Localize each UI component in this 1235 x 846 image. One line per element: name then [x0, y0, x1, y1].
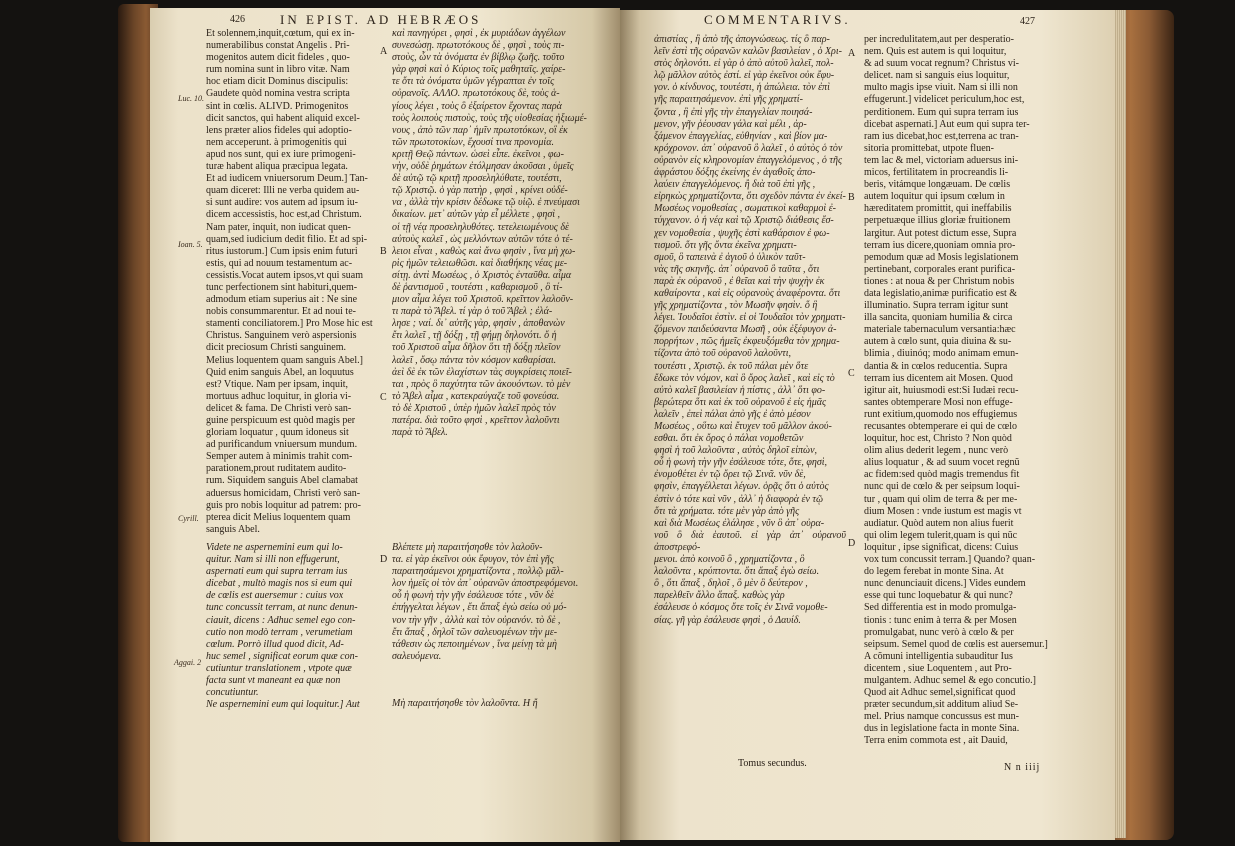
text-line: ὃ , ὅτι ἅπαξ , δηλοῖ , ὃ μὲν ὃ δεύτερον , [654, 578, 808, 590]
text-line: γίους λέγει , τοὺς ὃ ἐξαίρετον ἔχοντας παρὰ [392, 100, 562, 112]
text-line: materiale tabernaculum versantia:hæc [864, 324, 1016, 336]
text-line: μιον αἷμα λέγει τοῦ Χριστοῦ. κρεῖττον λαλοῦν- [392, 294, 574, 306]
text-line: gloriam loquatur , quum idoneus sit [206, 427, 349, 439]
text-line: promulgabat, nunc verò à cœlo & per [864, 626, 1014, 638]
text-line: nunc qui de cœlo & per seipsum loqui- [864, 481, 1020, 493]
text-line: per incredulitatem,aut per desperatio- [864, 34, 1014, 45]
text-line: ac fidem:sed quòd magis tremendus fit [864, 469, 1020, 481]
text-line: λῷ μᾶλλον αὐτὸς ἐστί. εἰ γὰρ ἐκεῖνοι οὐκ ἔφυ- [654, 70, 835, 82]
text-line: tur , quam qui olim de terra & per me- [864, 493, 1018, 505]
text-line: τάθεσιν ὡς πεποιημένων , ἵνα μείνῃ τὰ μὴ [392, 638, 557, 650]
left-latin-column [206, 28, 378, 538]
text-line: λησε ; ναί. δι᾽ αὐτῆς γὰρ, φησὶν , ἀποθανὼν [392, 318, 565, 330]
right-page-number: 427 [1020, 16, 1035, 27]
text-line: Quod ait Adhuc semel,significat quod [864, 687, 1016, 699]
text-line: Μωσέως νομοθεσίας , σωματικοὶ καθαρμοὶ ἐ- [654, 203, 836, 215]
text-line: sitoria promittebat, utpote fluen- [864, 142, 994, 154]
text-line: olim alius dederit legem , nunc verò [864, 445, 1009, 457]
text-line: illuminatio. Supra terram igitur sunt [864, 300, 1009, 312]
text-line: Videte ne aspernemini eum qui lo- [206, 542, 343, 553]
text-line: τουτέστι , Χριστῷ. ἐκ τοῦ πάλαι μὲν ὅτε [654, 360, 809, 372]
text-line: Μωσέως , οὕτω καὶ ἔτυχεν τοῦ μᾶλλον ἀκού- [654, 421, 832, 432]
text-line: esse qui tunc loquebatur & qui nunc? [864, 590, 1013, 602]
text-line: runt exitium,quomodo nos effugiemus [864, 408, 1018, 420]
text-line: qui olim legem tulerit,quam is qui nũc [864, 529, 1018, 541]
text-line: βερώτερα ὅτι καὶ ἐκ τοῦ οὐρανοῦ ἐ εἰς ἡμᾶς [654, 396, 827, 408]
text-line: tem lac & mel, victoriam aduersus ini- [864, 154, 1019, 166]
text-line: τε ὅτι τὰ ὀνόματα ὑμῶν γέγραπται ἐν τοῖς [392, 76, 555, 88]
text-line: γὰρ φησὶ καὶ ὁ Κύριος τοῖς μαθηταῖς. χαίρε- [392, 64, 566, 76]
text-line: guis pro nobis loquitur ad patrem: pro- [206, 499, 361, 511]
text-line: σίας. γῆ γὰρ ἐσάλευσε φησὶ , ὁ Δαυίδ. [654, 614, 801, 626]
text-line: οὗ ἡ φωνὴ τὴν γῆν ἐσάλευσε τότε, ὅτε, φησὶ, [654, 457, 828, 469]
text-line: si sunt audire: vos autem ad ipsum iu- [206, 197, 358, 209]
text-line: τοὺς λοιποὺς πιστοὺς, τοὺς τῆς υἱοθεσίας ἠξιωμέ- [392, 112, 587, 124]
text-line: ἀπιστίας , ἢ ἀπὸ τῆς ἀπογνώσεως. τίς ὃ παρ- [654, 34, 830, 45]
text-line: οὐρανὸν εἰς κληρονομίαν ἐπαγγελόμενος , ὁ τῆς [654, 154, 843, 166]
text-line: λέγει. Ἰουδαῖοι ἐστὶν. εἰ οἱ Ἰουδαῖοι τὸν χρηματι- [654, 312, 846, 324]
text-line: dicem accessistis, hoc est,ad Christum. [206, 209, 362, 221]
left-page-number: 426 [230, 14, 245, 25]
text-line: γῆς παραιτησάμενον. ἐπὶ γῆς χρηματί- [654, 94, 803, 106]
text-line: sanguis Abel. [206, 523, 260, 535]
text-line: audiatur. Quòd autem non alius fuerit [864, 517, 1014, 529]
left-running-head: IN EPIST. AD HEBRÆOS [280, 12, 482, 27]
text-line: cessistis.Vocat autem ipsos,vt qui suam [206, 269, 364, 281]
text-line: ξάμενον ἐπαγγελίας, εὐθηνίαν , καὶ βίον μα- [654, 130, 828, 142]
text-line: A cõmuni intelligentia subauditur Ius [864, 650, 1013, 662]
text-line: dicit preciosum Christi sanguinem. [206, 342, 346, 354]
text-line: Et ad iudicem vniuersorum Deum.] Tan- [206, 173, 368, 185]
section-letter-a: A [380, 46, 388, 57]
text-line: hoc etiam dicit Dominus discipulis: [206, 76, 349, 88]
text-line: σμοῦ, ὃ ταπεινὰ ἐ ἁγιοῦ ὁ ὑλικὸν ταῦτ- [654, 251, 806, 263]
text-line: εσθαι. ὅτι ἐκ ὄρος ὁ πάλαι νομοθετῶν [654, 433, 804, 445]
right-running-head: COMMENTARIVS. [704, 12, 851, 27]
text-line: στὸς δηλονότι. εἰ γὰρ ὁ ἀπὸ αὐτοῦ λαλεῖ, πολ- [654, 58, 834, 70]
text-line: mel. Prius namque concussus est mun- [864, 711, 1019, 723]
text-line: Βλέπετε μὴ παραιτήσησθε τὸν λαλοῦν- [392, 542, 543, 553]
text-line: παρὰ ἐκ οὐρανοῦ , ἐ θεῖαι καὶ τὴν ψυχὴν ἐκ [654, 275, 825, 287]
right-greek-column [654, 34, 846, 754]
text-line: aduersus homicidam, Christi verò san- [206, 487, 361, 499]
text-line: dium Mosen : vnde iustum est magis vt [864, 505, 1022, 517]
text-line: λαλεῖ , ὅσῳ πάντα τὸν κόσμον καθαρίσαι. [392, 354, 557, 366]
text-line: igitur ait, huiusmodi est:Si Iudæi recu- [864, 384, 1019, 396]
text-line: dicebat aspernati.] Aut eum qui supra ter- [864, 118, 1030, 130]
text-line: numerabilibus constat Angelis . Pri- [206, 40, 350, 52]
text-line: loquitur, hoc est, Christo ? Non quòd [864, 433, 1012, 445]
right-section-letter-a: A [848, 48, 856, 59]
text-line: τι παρὰ τὸ Ἄβελ. τί γὰρ ὁ τοῦ Ἄβελ ; ἐλά- [392, 306, 553, 318]
text-line: πορρήτων , πῶς ἡμεῖς ἐκφευξόμεθα τὸν χρημα- [654, 336, 840, 348]
text-line: illa sancita, quoniam humilia & circa [864, 312, 1013, 324]
right-section-letter-b: B [848, 192, 855, 203]
text-line: τὸ δὲ Χριστοῦ , ὑπὲρ ἡμῶν λαλεῖ πρὸς τὸν [392, 402, 556, 414]
text-line: effugerunt.] videlicet periculum,hoc est, [864, 94, 1025, 106]
text-line: Melius loquentem quam sanguis Abel.] [206, 354, 363, 366]
text-line: Gaudete quòd nomina vestra scripta [206, 88, 350, 100]
text-line: τὸ Ἄβελ αἷμα , κατεκραύγαζε τοῦ φονεύσα. [392, 390, 560, 402]
text-line: τίζοντα ἀπὸ τοῦ οὐρανοῦ λαλοῦντι, [654, 348, 791, 360]
text-line: nunc denunciauit dicens.] Vides eundem [864, 578, 1026, 590]
text-line: delicet & fama. De Christi verò san- [206, 402, 352, 414]
text-line: παρελθεῖν ἄλλο ἅπαξ. καθὼς γὰρ [654, 590, 785, 602]
text-line: huc semel , significat eorum quæ con- [206, 650, 358, 662]
text-line: σαλευόμενα. [392, 650, 442, 662]
text-line: cutiuntur translationem , vtpote quæ [206, 662, 352, 674]
text-line: dantia & in cœlos reducentia. Supra [864, 360, 1008, 372]
text-line: terram ius dicere,quoniam omnia pro- [864, 239, 1016, 251]
text-line: admodum etiam superius ait : Ne sine [206, 294, 358, 306]
text-line: est? Vtique. Nam per ipsam, inquit, [206, 378, 349, 390]
text-line: να , ἀλλὰ τὴν κρίσιν δέδωκε τῷ υἱῷ. ἐ πνεύμασι [392, 197, 580, 209]
text-line: facta sunt vt maneant ea quæ non [206, 675, 341, 687]
text-line: perditionem. Eum qui supra terram ius [864, 106, 1019, 118]
right-page [620, 10, 1115, 840]
text-line: ram ius dicebat,hoc est,terrena ac tran- [864, 130, 1019, 142]
text-line: nem acceperunt. à primogenitis qui [206, 136, 347, 148]
text-line: νον τὴν γῆν , ἀλλὰ καὶ τὸν οὐρανόν. τὸ δὲ , [392, 614, 561, 626]
text-line: data legislatio,animæ purificatio est & [864, 287, 1018, 299]
text-line: ciauit, dicens : Adhuc semel ego con- [206, 614, 356, 626]
text-line: de cœlis est auersemur : cuius vox [206, 590, 344, 602]
text-line: γῆς χρηματίζοντα , τὸν Μωσῆν φησὶν. ὅ ἣ [654, 300, 818, 312]
text-line: ἔτι ἅπαξ , δηλοῖ τῶν σαλευομένων τὴν με- [392, 626, 558, 638]
text-line: dicentem , siue Loquentem , aut Pro- [864, 662, 1012, 674]
text-line: pterea dicit Melius loquentem quam [206, 511, 351, 523]
text-line: delicet. nam si sanguis eius loquitur, [864, 70, 1010, 82]
text-line: ἐνομοθέτει ἐν τῷ ὄρει τῷ Σινᾶ. νῦν δὲ, [654, 469, 806, 481]
text-line: Et solennem,inquit,cœtum, qui ex in- [206, 28, 355, 39]
text-line: χεν νομοθεσία , ψυχῆς ἐστὶ καθάρσιον ἐ φω- [654, 227, 830, 239]
text-line: τῷ Χριστῷ. ὁ γὰρ πατὴρ , φησὶ , κρίνει οὐδέ- [392, 185, 568, 197]
text-line: parationem,prout ruditatem audito- [206, 463, 347, 475]
text-line: autem loquitur qui ipsum cœlum in [864, 191, 1005, 203]
text-line: τύγχανον. ὁ ἡ νέᾳ καὶ τῷ Χριστῷ διάθεσις ἔσ- [654, 215, 834, 227]
text-line: ἀφράστου δόξης ἐκείνης ἐν ἀγαθοῖς ἀπο- [654, 167, 816, 179]
text-line: tiones : at noua & per Christum nobis [864, 275, 1015, 287]
text-line: guine perspicuum est quòd magis per [206, 415, 356, 426]
text-line: dicit sanctos, qui habent aliquid excel- [206, 112, 360, 124]
text-line: dicebat , multò magis nos si eum qui [206, 578, 353, 590]
right-latin-column [864, 34, 1064, 772]
text-line: pertinebant, corporales erant purifica- [864, 263, 1016, 275]
text-line: quitur. Nam si illi non effugerunt, [206, 554, 340, 566]
text-line: mogenitos autem dicit fideles , quo- [206, 52, 350, 64]
text-line: λαλεῖν , ἐπεὶ πάλαι ἀπὸ γῆς ἐ ἀπὸ μέσον [654, 408, 811, 420]
text-line: καὶ διὰ Μωσέως ἐλάλησε , νῦν ὃ ἀπ᾽ οὐρα- [654, 517, 825, 529]
text-line: micos, fertilitatem in procreandis li- [864, 167, 1009, 179]
text-line: οὐρανοῖς. ΑΛΛΟ. πρωτοτόκους δὲ, τοὺς ἁ- [392, 88, 560, 100]
text-line: apud nos sunt, qui ex iure primogeni- [206, 148, 356, 160]
text-line: multo magis ipse viuit. Nam si illi non [864, 82, 1018, 94]
text-line: alius loquatur , & ad suum vocet regnũ [864, 457, 1020, 469]
section-letter-b: B [380, 246, 387, 257]
text-line: terram ius dicentem ait Mosen. Quod [864, 372, 1013, 384]
text-line: vox tum concussit terram.] Quando? quan- [864, 554, 1036, 566]
text-line: santes obtemperare Mosi non effuge- [864, 396, 1013, 408]
right-section-letter-c: C [848, 368, 855, 379]
text-line: ἔδωκε τὸν νόμον, καὶ ὃ ὄρος λαλεῖ , καὶ εἰς τὸ [654, 372, 835, 384]
text-line: Ne aspernemini eum qui loquitur.] Aut [206, 699, 360, 711]
text-line: δὲ ῥαντισμοῦ , τουτέστι , καθαρισμοῦ , ὃ τί- [392, 281, 563, 293]
text-line: tunc concussit terram, at nunc denun- [206, 602, 358, 614]
text-line: φησὶν, ἐπαγγέλλεται λέγων. ὁρᾷς ὅτι ὁ αὐτὸς [654, 481, 829, 493]
text-line: Sed differentia est in modo promulga- [864, 602, 1017, 614]
text-line: σίτῃ. ἀντὶ Μωσέως , ὁ Χριστὸς ἐνταῦθα. αἷμα [392, 269, 572, 281]
text-line: τα. εἰ γὰρ ἐκεῖνοι οὐκ ἔφυγον, τὸν ἐπὶ γῆς [392, 554, 554, 566]
text-line: μενοι. ἀπὸ κοινοῦ ὃ , χρηματίζοντα , ὃ [654, 554, 805, 566]
text-line: aspernati eum qui supra terram ius [206, 566, 348, 578]
text-line: nobis consummarentur. Et ad noui te- [206, 306, 356, 318]
text-line: λαύειν ἐπαγγελόμενος. ἢ διὰ τοῦ ἐπὶ γῆς , [654, 179, 816, 191]
text-line: quam diceret: Illi ne verba quidem au- [206, 185, 360, 197]
text-line: tunc perfectionem sint habituri,quem- [206, 281, 358, 293]
section-letter-c: C [380, 392, 387, 403]
text-line: παραιτησάμενοι χρηματίζοντα , πολλῷ μᾶλ- [392, 566, 564, 578]
text-line: νους , ἀπὸ τῶν παρ᾽ ἡμῖν πρωτοτόκων, οἳ ἐκ [392, 124, 568, 136]
signature-mark: N n iiij [1004, 762, 1041, 773]
text-line: νὴν, οὐδὲ ῥημάτων ἐτόλμησαν ἀκοῦσαι , ὑμεῖς [392, 161, 574, 173]
text-line: λαλοῦντα , κρύπτοντα. ὅτι ἅπαξ ἐγὼ σείω. [654, 566, 820, 578]
text-line: τισμοῦ. ὅτι γῆς ὄντα ἐκεῖνα χρηματι- [654, 239, 797, 251]
text-line: Christus. Sanguinem verò aspersionis [206, 330, 357, 342]
left-greek-column-verse [392, 542, 600, 666]
margin-note-aggai: Aggai. 2 [174, 658, 202, 667]
text-line: cutio non modò terram , verumetiam [206, 626, 353, 638]
left-greek-column [392, 28, 600, 538]
text-line: ritus iustorum.] Cum ipsis enim futuri [206, 245, 358, 257]
text-line: λεῖν ἐστὶ τῆς οὐρανῶν καλῶν βασιλείαν , ὁ Χρι- [654, 46, 842, 58]
text-line: do legem ferebat in monte Sina. At [864, 566, 1004, 578]
text-line: τοῦ Χριστοῦ αἷμα δῆλον ὅτι τῇ δόξῃ πλεῖον [392, 342, 561, 354]
tomus-label: Tomus secundus. [738, 758, 807, 769]
text-line: νὰς τῆς σκηνῆς. ἀπ᾽ οὐρανοῦ ὃ ταῦτα , ὅτι [654, 263, 820, 275]
text-line: εἰρηκὼς χρηματίζοντα, ὅτι σχεδὸν πάντα ἐν ἐκεί- [654, 191, 846, 203]
text-line: loquitur , ipse significat, dicens: Cuius [864, 541, 1019, 553]
text-line: Quid enim sanguis Abel, an loquutus [206, 366, 354, 378]
text-line: οἱ τῇ νέᾳ προσεληλυθότες. τετελειωμένους δὲ [392, 221, 569, 233]
text-line: rum nomina sunt in libro vitæ. Nam [206, 64, 350, 76]
text-line: beris, vitámque longæuam. De cœlis [864, 179, 1011, 191]
text-line: ad purificandum vniuersum mundum. [206, 439, 358, 451]
text-line: autem à cœlo sunt, quia diuina & su- [864, 336, 1012, 348]
text-line: ται , πρὸς ὃ παχύτητα τῶν ἀκουόντων. τὸ μὲν [392, 378, 571, 390]
left-page [150, 8, 620, 842]
text-line: λειοι εἶναι , καθὼς καὶ ἄνω φησὶν , ἵνα μὴ χω- [392, 245, 576, 257]
text-line: αὐτοὺς καλεῖ , ὡς μελλόντων αὐτῶν τότε ὁ τέ- [392, 233, 573, 245]
margin-note-ioan: Ioan. 5. [178, 240, 203, 249]
margin-note-cyrill: Cyrill. [178, 514, 199, 523]
text-line: φησὶ ἡ τοῦ λαλοῦντα , αὐτὸς δηλοῖ εἰπὼν, [654, 445, 818, 457]
text-line: dus in legislatione facta in monte Sina. [864, 723, 1020, 735]
text-line: sint in cœlis. ALIVD. Primogenitos [206, 100, 349, 112]
text-line: ζόμενον παιδεύσαντα Μωσῆ , οὐκ ἐξέφυγον ἀ- [654, 324, 837, 336]
text-line: ἐσάλευσε ὁ κόσμος ὅτε τοῖς ἐν Σινᾶ νομοθε- [654, 602, 828, 614]
text-line: καὶ πανηγύρει , φησὶ , ἐκ μυριάδων ἀγγέλων [392, 28, 566, 39]
text-line: στοὺς, ὧν τὰ ὀνόματα ἐν βίβλῳ ζωῆς. τοῦτο [392, 52, 565, 64]
text-line: ὅτι τὰ χρήματα. τότε μὲν γὰρ ἀπὸ γῆς [654, 505, 800, 517]
text-line: tionis : tunc enim à terra & per Mosen [864, 614, 1017, 626]
text-line: καθαίροντα , καὶ εἰς οὐρανοὺς ἀναφέροντα. ὅτι [654, 287, 841, 299]
left-footer-catchword: Μὴ παραιτήσησθε τὸν λαλοῦντα. Η ἤ [392, 698, 538, 709]
text-line: παρὰ τὸ Ἄβελ. [392, 427, 448, 439]
text-line: λον ἡμεῖς οἱ τὸν ἀπ᾽ οὐρανῶν ἀποστρεφόμενοι. [392, 578, 579, 590]
text-line: & ad suum vocat regnum? Christus vi- [864, 58, 1019, 70]
text-line: Terra enim commota est , ait Dauid, [864, 735, 1008, 747]
right-section-letter-d: D [848, 538, 856, 549]
text-line: Nam pater, inquit, non iudicat quen- [206, 221, 351, 233]
text-line: turæ habent aliqua præcipua legata. [206, 161, 348, 173]
text-line: perpetuæque illius gloriæ fruitionem [864, 215, 1011, 227]
text-line: estis, qui ad nouum testamentum ac- [206, 257, 353, 269]
margin-note-luc: Luc. 10. [178, 94, 204, 103]
text-line: ρὶς ἡμῶν τελειωθῶσι. καὶ διαθήκης νέας με- [392, 257, 568, 269]
text-line: largitur. Aut potest dictum esse, Supra [864, 227, 1017, 239]
text-line: αὐτὸ καλεῖ βασιλείαν ἡ πίστις , ἀλλ᾽ ὅτι φο- [654, 384, 826, 396]
text-line: blimia , diuinóq; modo animam emun- [864, 348, 1019, 360]
text-line: lens præter alios fideles qui adoptio- [206, 124, 352, 136]
text-line: ἔτι λαλεῖ , τῇ δόξῃ , τῇ φήμῃ δηλονότι. ὅ ἡ [392, 330, 557, 342]
text-line: hæreditatem promittit, qui ineffabilis [864, 203, 1012, 215]
text-line: concutiuntur. [206, 687, 259, 699]
text-line: συνεσώσῃ. πρωτοτόκους δὲ , φησὶ , τοὺς πι- [392, 40, 565, 52]
text-line: δὲ αὐτῷ τῷ κριτῇ προσεληλύθατε, τουτέστι, [392, 173, 562, 185]
text-line: præter secundum,sit additum aliud Se- [864, 699, 1019, 711]
left-latin-column-verse [206, 542, 378, 712]
text-line: πατέρα. διὰ τοῦτο φησὶ , κρεῖττον λαλοῦντι [392, 415, 560, 426]
text-line: κριτῇ Θεῷ πάντων. ὡσεὶ εἶπε. ἐκεῖνοι , φω- [392, 148, 564, 160]
text-line: τῶν πρωτοτοκίων, ἔχουσί τινα προνομία. [392, 136, 554, 148]
section-letter-d: D [380, 554, 388, 565]
text-line: Semper autem à minimis trahit com- [206, 451, 353, 463]
text-line: rum. Siquidem sanguis Abel clamabat [206, 475, 358, 487]
text-line: κρόχρονον. ἀπ᾽ οὐρανοῦ ὃ λαλεῖ , ὁ αὐτὸς ὁ τὸν [654, 142, 843, 154]
text-line: οὗ ἡ φωνὴ τὴν γῆν ἐσάλευσε τότε , νῦν δὲ [392, 590, 554, 602]
text-line: γον. ὁ κίνδυνος, τουτέστι, ἡ ἀπώλεια. τὸν ἐπὶ [654, 82, 830, 94]
text-line: ἐστὶν ὁ τότε καὶ νῦν , ἀλλ᾽ ἡ διαφορὰ ἐν τῷ [654, 493, 824, 505]
text-line: ζοντα , ἢ ἐπὶ γῆς τὴν ἐπαγγελίαν ποιησά- [654, 106, 813, 118]
text-line: δικαίων. μετ᾽ αὐτῶν γὰρ εἶ μέλλετε , φησὶ , [392, 209, 561, 221]
text-line: ἀεὶ δὲ ἐκ τῶν ἐλαχίστων τὰς συγκρίσεις ποιεῖ- [392, 366, 572, 378]
text-line: mortuus adhuc loquitur, in gloria vi- [206, 390, 352, 402]
text-line: ἐπήγγελται λέγων , ἔτι ἅπαξ ἐγὼ σείω οὐ μό- [392, 602, 567, 614]
text-line: stamenti conciliatorem.] Pro Mose hic est [206, 318, 373, 330]
text-line: recusantes obtemperare ei qui de cœlo [864, 421, 1017, 432]
text-line: mulgantem. Adhuc semel & ego concutio.] [864, 674, 1036, 686]
text-line: quam,sed iudicium dedit filio. Et ad spi- [206, 233, 368, 245]
text-line: cœlum. Porrò illud quod dicit, Ad- [206, 638, 344, 650]
text-line: μενον, γῆν ῥέουσαν γάλα καὶ μέλι , ἀρ- [654, 118, 807, 130]
text-line: nem. Quis est autem is qui loquitur, [864, 46, 1007, 58]
text-line: seipsum. Semel quod de cœlis est auersemur.] [864, 638, 1048, 650]
text-line: pemodum quæ ad Mosis legislationem [864, 251, 1019, 263]
text-line: νοῦ ὃ διὰ ἑαυτοῦ. εἰ γὰρ ἀπ᾽ οὐρανοῦ ἀποστρεφό- [654, 529, 846, 553]
